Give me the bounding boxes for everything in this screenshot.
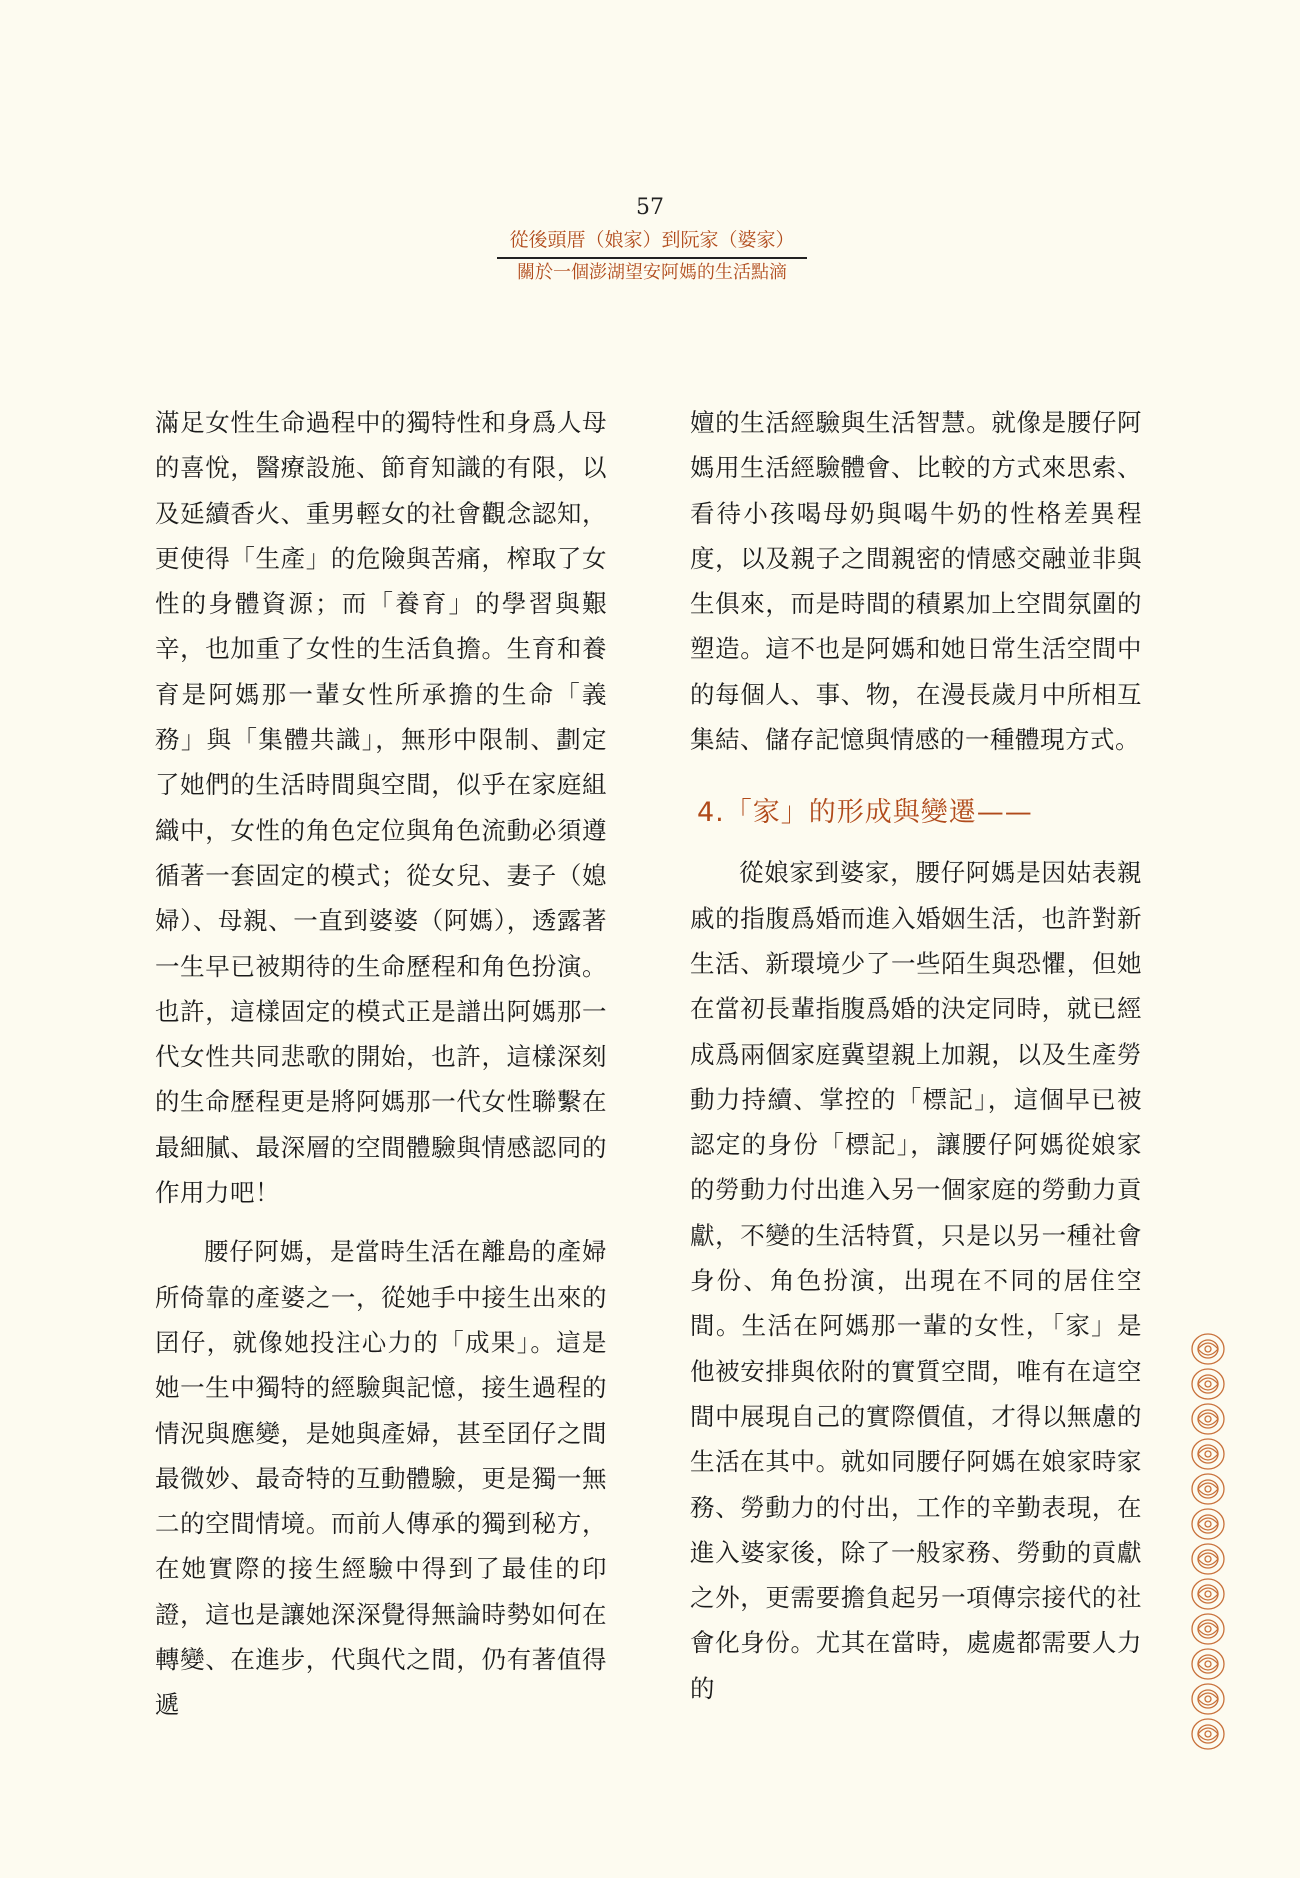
paragraph: 腰仔阿媽，是當時生活在離島的產婦所倚靠的產婆之一，從她手中接生出來的囝仔，就像她投注心力的「成果」。這是她一生中獨特的經驗與記憶，接生過程的情況與應變，是她與產婦，甚至囝仔之間最微妙、最奇特的互動體驗，更是獨一無二的空間情境。而前人傳承的獨到秘方，在她實際的接生經驗中得到了最佳的印證，這也是讓她深深覺得無論時勢如何在轉變、在進步，代與代之間，仍有著值得遞 — [155, 1237, 607, 1720]
left-column — [155, 400, 607, 1728]
running-head — [497, 226, 807, 286]
paragraph: 嬗的生活經驗與生活智慧。就像是腰仔阿媽用生活經驗體會、比較的方式來思索、看待小孩喝母奶與喝牛奶的性格差異程度，以及親子之間親密的情感交融並非與生俱來，而是時間的積累加上空間氛圍的塑造。這不也是阿媽和她日常生活空間中的每個人、事、物，在漫長歲月中所相互集結、儲存記憶與情感的一種體現方式。 — [690, 408, 1142, 755]
running-head-subtitle: 關於一個澎湖望安阿媽的生活點滴 — [517, 262, 787, 283]
page-number: 57 — [636, 195, 664, 220]
paragraph: 滿足女性生命過程中的獨特性和身爲人母的喜悅，醫療設施、節育知識的有限，以及延續香火、重男輕女的社會觀念認知，更使得「生產」的危險與苦痛，榨取了女性的身體資源；而「養育」的學習與艱辛，也加重了女性的生活負擔。生育和養育是阿媽那一輩女性所承擔的生命「義務」與「集體共識」，無形中限制、劃定了她們的生活時間與空間，似乎在家庭組織中，女性的角色定位與角色流動必須遵循著一套固定的模式；從女兒、妻子（媳婦）、母親、一直到婆婆（阿媽），透露著一生早已被期待的生命歷程和角色扮演。也許，這樣固定的模式正是譜出阿媽那一代女性共同悲歌的開始，也許，這樣深刻的生命歷程更是將阿媽那一代女性聯繫在最細膩、最深層的空間體驗與情感認同的作用力吧！ — [155, 408, 607, 1208]
right-column — [690, 400, 1142, 1711]
paragraph: 從娘家到婆家，腰仔阿媽是因姑表親戚的指腹爲婚而進入婚姻生活，也許對新生活、新環境少了一些陌生與恐懼，但她在當初長輩指腹爲婚的決定同時，就已經成爲兩個家庭冀望親上加親，以及生產勞動力持續、掌控的「標記」，這個早已被認定的身份「標記」，讓腰仔阿媽從娘家的勞動力付出進入另一個家庭的勞動力貢獻，不變的生活特質，只是以另一種社會身份、角色扮演，出現在不同的居住空間。生活在阿媽那一輩的女性，「家」是他被安排與依附的實質空間，唯有在這空間中展現自己的實際價值，才得以無慮的生活在其中。就如同腰仔阿媽在娘家時家務、勞動力的付出，工作的辛勤表現，在進入婆家後，除了一般家務、勞動的貢獻之外，更需要擔負起另一項傳宗接代的社會化身份。尤其在當時，處處都需要人力的 — [690, 858, 1142, 1703]
section-heading: 4.「家」的形成與變遷—— — [697, 797, 1033, 829]
ornament-border-icon — [1187, 1332, 1229, 1760]
running-head-title: 從後頭厝（娘家）到阮家（婆家） — [497, 226, 807, 259]
